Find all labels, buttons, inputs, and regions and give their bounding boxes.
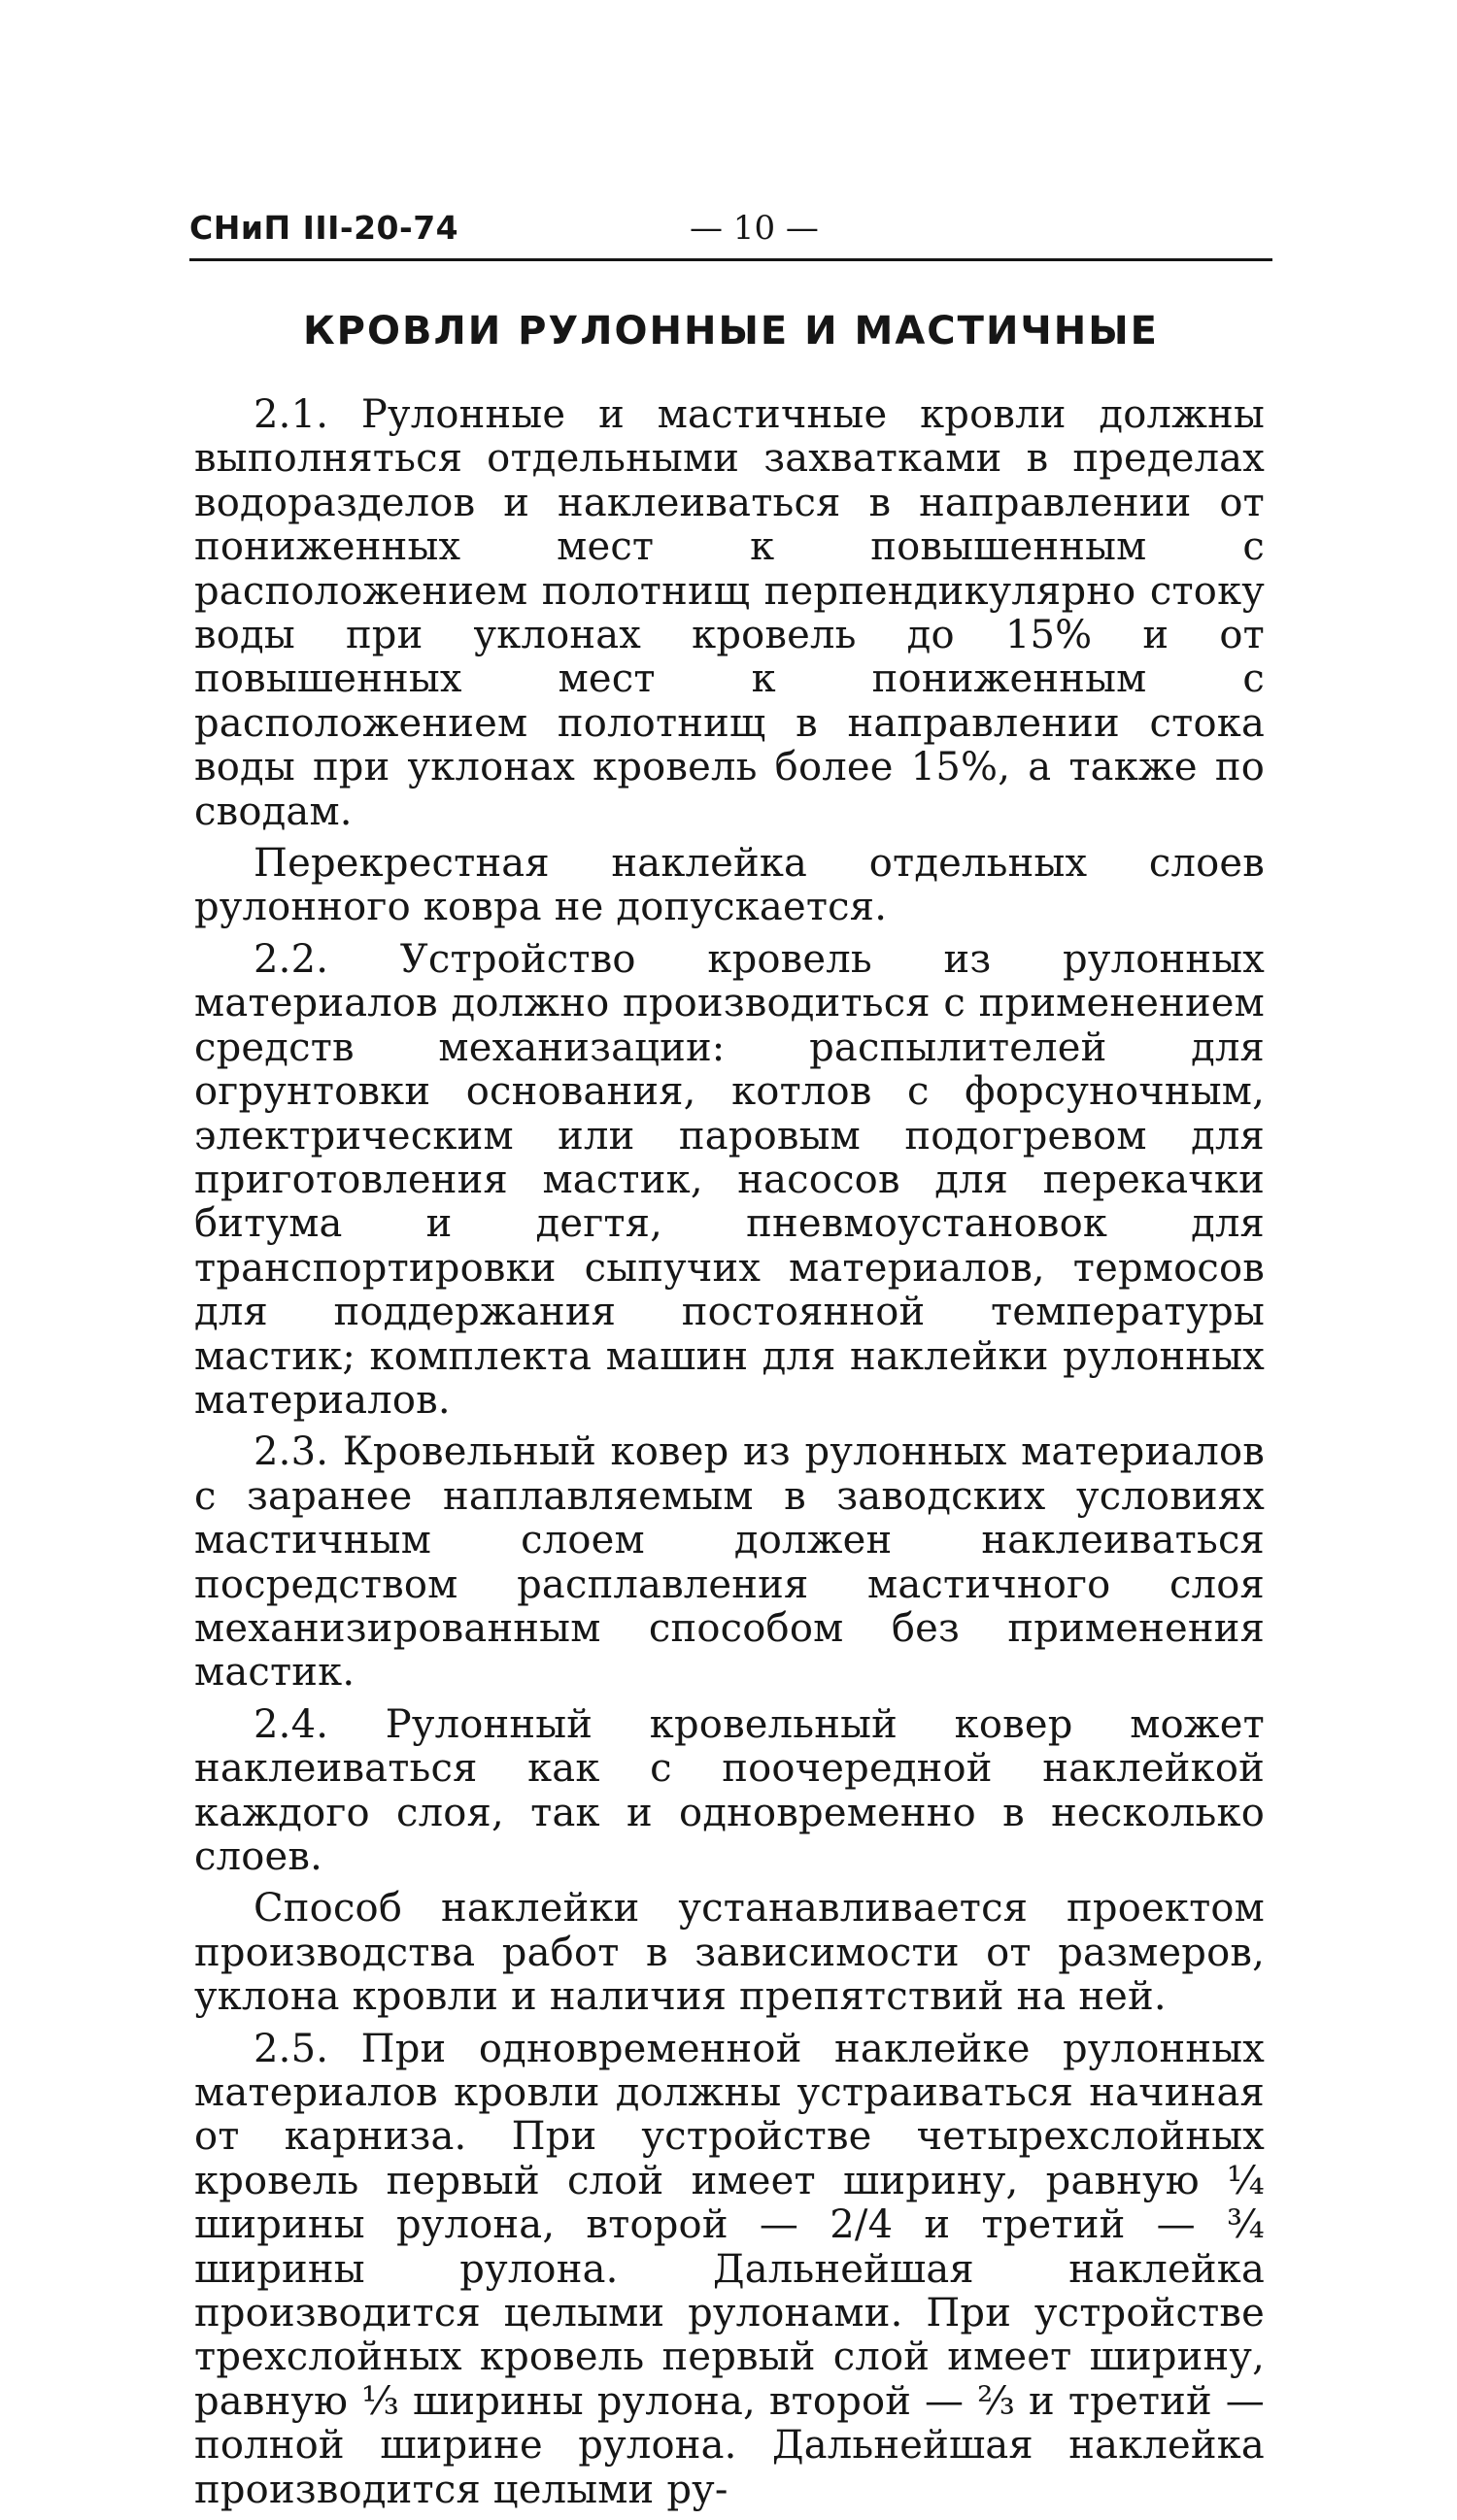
page-header [189,209,1272,257]
paragraph-2-5: 2.5. При одновременной наклейке рулонных материалов кровли должны устраиваться начиная от карниза. При устройстве четырехслойных кровель первый слой имеет ширину, равную ¼ ширины рулона, второй — 2/4 и третий — ¾ ширины рулона. Дальнейшая наклейка производится целыми рулонами. При устройстве трехслойных кровель первый слой имеет ширину, равную ⅓ ширины рулона, второй — ⅔ и третий — полной ширине рулона. Дальнейшая наклейка производится целыми ру- [194,2026,1265,2512]
section-title: КРОВЛИ РУЛОННЫЕ И МАСТИЧНЫЕ [302,309,1159,353]
paragraph-2-3: 2.3. Кровельный ковер из рулонных материалов с заранее наплавляемым в заводских условиях мастичным слоем должен наклеиваться посредством расплавления мастичного слоя механизированным способом без применения мастик. [194,1429,1265,1696]
page-number: — 10 — [690,209,819,248]
paragraph-2-4: 2.4. Рулонный кровельный ковер может наклеиваться как с поочередной наклейкой каждого слоя, так и одновременно в несколько слоев. [194,1701,1265,1879]
header-rule [189,258,1272,261]
paragraph-2-1: 2.1. Рулонные и мастичные кровли должны выполняться отдельными захватками в пределах водоразделов и наклеиваться в направлении от пониженных мест к повышенным с расположением полотнищ перпендикулярно стоку воды при уклонах кровель до 15% и от повышенных мест к пониженным с расположением полотнищ в направлении стока воды при уклонах кровель более 15%, а также по сводам. [194,392,1265,834]
paragraph-2-4-note: Способ наклейки устанавливается проектом производства работ в зависимости от размеров, уклона кровли и наличия препятствий на ней. [194,1886,1265,2020]
paragraph-2-1-note: Перекрестная наклейка отдельных слоев рулонного ковра не допускается. [194,841,1265,930]
paragraph-2-2: 2.2. Устройство кровель из рулонных материалов должно производиться с применением средств механизации: распылителей для огрунтовки основания, котлов с форсуночным, электрическим или паровым подогревом для приготовления мастик, насосов для перекачки битума и дегтя, пневмоустановок для транспортировки сыпучих материалов, термосов для поддержания постоянной температуры мастик; комплекта машин для наклейки рулонных материалов. [194,936,1265,1423]
body-text [194,393,1265,2520]
document-code: СНиП III-20-74 [189,209,459,247]
